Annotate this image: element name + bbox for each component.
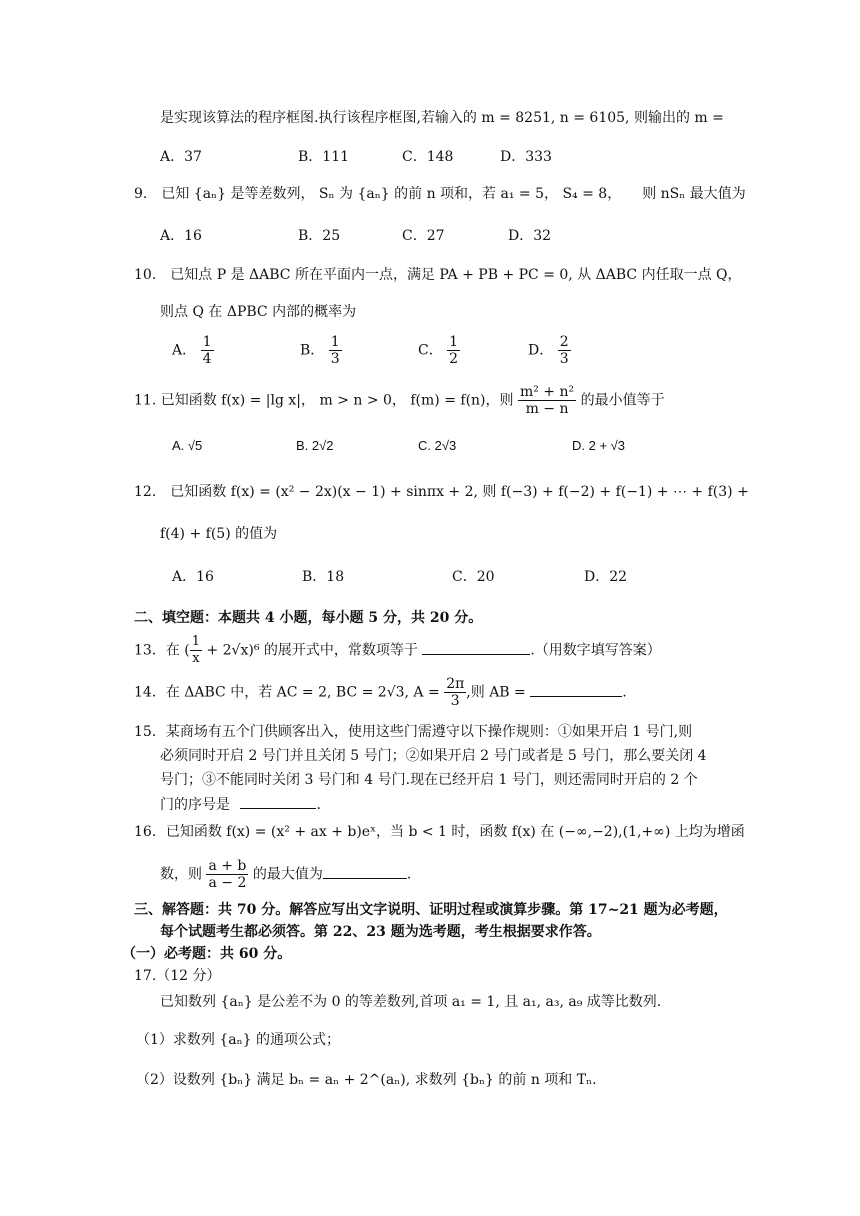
fraction-numerator: 1 <box>330 334 340 350</box>
q15-line-1: 15．某商场有五个门供顾客出入，使用这些门需遵守以下操作规则：①如果开启 1 号门,则 <box>134 724 693 740</box>
q12-option-d: D．22 <box>584 569 628 585</box>
q12-option-a: A．16 <box>172 569 214 585</box>
section-3-heading-line-1: 三、解答题：共 70 分。解答应写出文字说明、证明过程或演算步骤。第 17~21 题为必考题， <box>134 902 728 918</box>
fraction-denominator: 3 <box>450 693 460 709</box>
q8-option-c: C．148 <box>402 149 454 165</box>
fraction-numerator: 2π <box>446 676 465 692</box>
q10-option-d <box>528 334 571 367</box>
q11-option-a: A. √5 <box>172 438 203 453</box>
fraction-denominator: a − 2 <box>208 875 247 891</box>
q8-option-d: D．333 <box>500 149 552 165</box>
fraction-numerator: 1 <box>202 334 212 350</box>
fraction-denominator: m − n <box>525 401 569 417</box>
q14-stem <box>134 676 627 709</box>
fraction-denominator: 4 <box>202 351 212 367</box>
fraction-numerator: a + b <box>208 858 247 874</box>
q10-stem: 10. 已知点 P 是 ΔABC 所在平面内一点，满足 PA + PB + PC = 0, 从 ΔABC 内任取一点 Q， <box>134 267 742 283</box>
q15-answer-blank[interactable] <box>240 794 316 809</box>
q16-fraction <box>206 858 248 891</box>
section-3-heading-line-2: 每个试题考生都必须答。第 22、23 题为选考题，考生根据要求作答。 <box>160 924 601 940</box>
q14-part-c: . <box>622 684 627 701</box>
q13-answer-blank[interactable] <box>422 640 530 655</box>
section-3-subheading: （一）必考题：共 60 分。 <box>122 946 292 962</box>
q15-end: . <box>316 797 321 813</box>
fraction-numerator: 2 <box>559 334 569 350</box>
q16-part-a: 数，则 <box>160 866 202 883</box>
q9-option-a: A．16 <box>160 228 202 244</box>
q11-stem <box>134 384 665 417</box>
q11-option-c: C. 2√3 <box>418 438 457 453</box>
q9-option-b: B．25 <box>298 228 341 244</box>
q10-option-a-fraction <box>201 334 214 367</box>
q16-part-b: 的最大值为 <box>252 866 323 883</box>
q12-stem: 12. 已知函数 f(x) = (x² − 2x)(x − 1) + sinπx + 2, 则 f(−3) + f(−2) + f(−1) + ⋯ + f(3) + <box>134 484 749 500</box>
q15-line-4 <box>160 794 321 815</box>
q17-heading: 17.（12 分） <box>134 968 221 984</box>
q10-option-c <box>418 334 460 367</box>
q16-stem-continued <box>160 858 411 891</box>
q14-answer-blank[interactable] <box>530 682 622 697</box>
fraction-denominator: 2 <box>449 351 459 367</box>
q13-fraction <box>190 634 202 667</box>
q9-option-c: C．27 <box>402 228 445 244</box>
q12-option-b: B．18 <box>302 569 345 585</box>
q8-stem: 是实现该算法的程序框图.执行该程序框图,若输入的 m = 8251, n = 6105, 则输出的 m = <box>160 110 724 126</box>
q17-part-1: （1）求数列 {aₙ} 的通项公式； <box>136 1032 341 1048</box>
q13-stem <box>134 634 661 667</box>
q17-part-2: （2）设数列 {bₙ} 满足 bₙ = aₙ + 2^(aₙ), 求数列 {bₙ} 的前 n 项和 Tₙ. <box>136 1072 597 1088</box>
q8-option-a: A．37 <box>160 149 202 165</box>
q16-stem: 16．已知函数 f(x) = (x² + ax + b)eˣ，当 b < 1 时，函数 f(x) 在 (−∞,−2),(1,+∞) 上均为增函 <box>134 824 745 840</box>
q10-option-b-label: B． <box>300 342 325 359</box>
q16-answer-blank[interactable] <box>323 864 407 879</box>
q10-option-a <box>172 334 214 367</box>
q11-stem-part-a: 11. 已知函数 f(x) = |lg x|， m > n > 0， f(m) = f(n)，则 <box>134 392 514 409</box>
q11-stem-part-b: 的最小值等于 <box>580 392 665 409</box>
q15-line-2: 必须同时开启 2 号门并且关闭 5 号门；②如果开启 2 号门或者是 5 号门，那么要关闭 4 <box>160 748 707 764</box>
q10-option-c-fraction <box>447 334 460 367</box>
section-2-heading: 二、填空题：本题共 4 小题，每小题 5 分，共 20 分。 <box>134 610 483 626</box>
q14-part-b: ,则 AB = <box>466 684 526 701</box>
q17-stem: 已知数列 {aₙ} 是公差不为 0 的等差数列,首项 a₁ = 1, 且 a₁, a₃, a₉ 成等比数列. <box>160 994 662 1010</box>
q15-line-3: 号门；③不能同时关闭 3 号门和 4 号门.现在已经开启 1 号门，则还需同时开启的 2 个 <box>160 772 698 788</box>
q9-option-d: D．32 <box>508 228 552 244</box>
q12-option-c: C．20 <box>452 569 495 585</box>
q13-part-c: .（用数字填写答案） <box>530 642 661 659</box>
q11-fraction <box>518 384 576 417</box>
q16-part-c: . <box>406 866 412 883</box>
fraction-numerator: m² + n² <box>519 384 575 400</box>
q10-option-c-label: C． <box>418 342 443 359</box>
q14-part-a: 14．在 ΔABC 中，若 AC = 2, BC = 2√3, A = <box>134 684 440 701</box>
q10-option-d-fraction <box>558 334 571 367</box>
q10-option-a-label: A． <box>172 342 197 359</box>
fraction-denominator: 3 <box>330 351 340 367</box>
q10-stem-continued: 则点 Q 在 ΔPBC 内部的概率为 <box>160 304 357 320</box>
q13-part-b: + 2√x)⁶ 的展开式中，常数项等于 <box>202 642 418 659</box>
q10-option-b <box>300 334 342 367</box>
q11-option-d: D. 2 + √3 <box>572 438 626 453</box>
q12-stem-continued: f(4) + f(5) 的值为 <box>160 526 278 542</box>
q14-fraction <box>444 676 466 709</box>
q11-option-b: B. 2√2 <box>296 438 334 453</box>
q8-option-b: B．111 <box>298 149 350 165</box>
fraction-denominator: x <box>192 651 200 666</box>
fraction-numerator: 1 <box>449 334 459 350</box>
q15-line-4-text: 门的序号是 <box>160 797 230 813</box>
fraction-numerator: 1 <box>191 634 201 649</box>
q10-option-d-label: D． <box>528 342 554 359</box>
q9-stem: 9. 已知 {aₙ} 是等差数列， Sₙ 为 {aₙ} 的前 n 项和，若 a₁ = 5， S₄ = 8， 则 nSₙ 最大值为 <box>134 186 746 202</box>
q10-option-b-fraction <box>329 334 342 367</box>
fraction-denominator: 3 <box>559 351 569 367</box>
q13-part-a: 13．在 ( <box>134 642 190 659</box>
